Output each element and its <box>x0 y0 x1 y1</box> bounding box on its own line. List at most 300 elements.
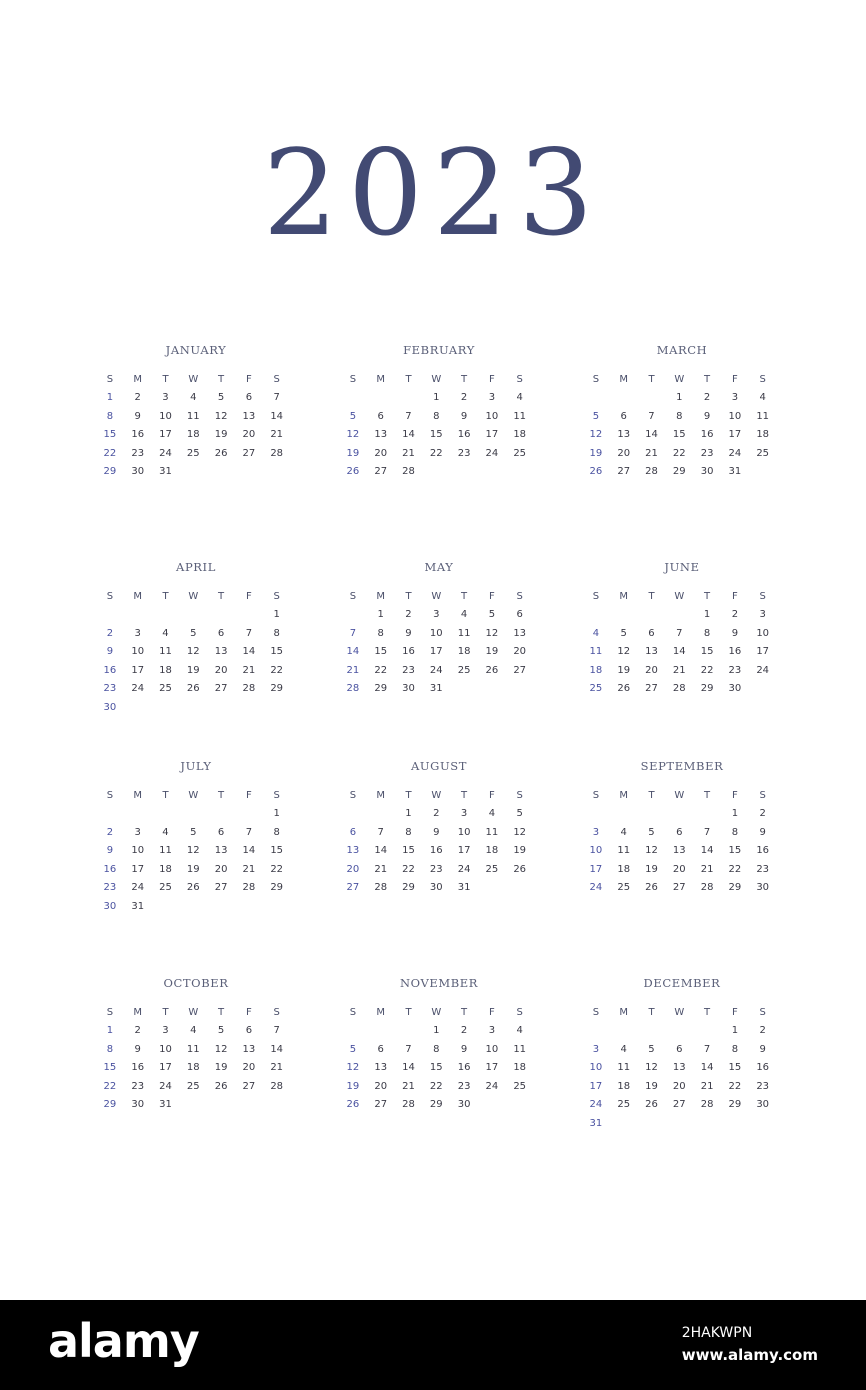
day-cell: 17 <box>131 863 145 875</box>
weekday-header: T <box>461 1007 468 1018</box>
weekday-header: M <box>133 591 143 602</box>
day-cell: 5 <box>648 1043 655 1055</box>
day-cell: 6 <box>245 1025 253 1036</box>
day-cell: 20 <box>242 429 256 440</box>
day-cell: 15 <box>270 845 284 856</box>
day-cell: 24 <box>756 664 770 676</box>
weekday-header: S <box>516 1007 523 1018</box>
day-cell: 21 <box>242 664 256 676</box>
day-grid <box>582 588 782 699</box>
day-cell: 25 <box>513 1080 527 1092</box>
day-cell: 13 <box>214 845 228 856</box>
day-cell: 23 <box>131 447 145 459</box>
day-cell: 19 <box>617 664 631 676</box>
day-cell: 10 <box>159 410 172 422</box>
weekday-header: T <box>405 790 412 801</box>
day-cell: 18 <box>513 429 527 440</box>
day-cell: 25 <box>617 1099 631 1110</box>
day-cell: 25 <box>159 683 172 694</box>
day-cell: 25 <box>589 683 603 694</box>
day-cell: 19 <box>589 447 603 459</box>
day-cell: 17 <box>159 429 172 440</box>
weekday-header: T <box>704 591 711 602</box>
day-cell: 12 <box>589 429 603 440</box>
day-cell: 7 <box>273 392 280 403</box>
day-cell: 16 <box>131 429 145 440</box>
day-cell: 25 <box>617 882 631 893</box>
weekday-header: T <box>218 1007 225 1018</box>
day-cell: 17 <box>589 863 603 875</box>
day-cell: 1 <box>405 808 412 819</box>
empty-cell <box>638 606 666 625</box>
day-cell: 6 <box>245 392 253 403</box>
day-cell: 15 <box>270 646 284 657</box>
day-cell: 7 <box>703 826 711 838</box>
empty-cell <box>665 1022 693 1041</box>
day-cell: 7 <box>349 627 357 639</box>
day-cell: 23 <box>700 447 714 459</box>
weekday-header: S <box>273 591 280 602</box>
day-cell: 10 <box>589 845 603 856</box>
weekday-header: M <box>376 374 386 385</box>
day-cell: 22 <box>402 863 415 875</box>
day-cell: 28 <box>402 466 415 477</box>
empty-cell <box>339 389 367 408</box>
month-name: JUNE <box>664 560 700 574</box>
weekday-header: T <box>405 374 412 385</box>
day-cell: 3 <box>731 392 739 403</box>
day-cell: 19 <box>214 1062 228 1073</box>
day-cell: 26 <box>346 1099 360 1110</box>
day-cell: 11 <box>513 1043 527 1055</box>
day-cell: 26 <box>214 1080 228 1092</box>
day-cell: 29 <box>270 683 284 694</box>
day-cell: 13 <box>374 429 388 440</box>
day-cell: 4 <box>162 627 169 639</box>
day-cell: 24 <box>485 1080 499 1092</box>
day-cell: 11 <box>457 627 471 639</box>
weekday-header: M <box>619 1007 629 1018</box>
day-cell: 24 <box>159 447 172 459</box>
day-cell: 10 <box>728 410 742 422</box>
weekday-header: T <box>405 591 412 602</box>
empty-cell <box>582 805 610 824</box>
weekday-header: T <box>162 1007 169 1018</box>
weekday-header: S <box>592 591 600 602</box>
empty-cell <box>610 606 638 625</box>
image-id: 2HAKWPN <box>681 1325 753 1341</box>
empty-cell <box>124 606 152 625</box>
day-cell: 25 <box>186 1080 200 1092</box>
weekday-header: S <box>273 1007 280 1018</box>
day-cell: 27 <box>242 1080 256 1092</box>
site-url: www.alamy.com <box>681 1346 818 1364</box>
weekday-header: W <box>188 1007 199 1018</box>
day-cell: 19 <box>214 429 228 440</box>
day-cell: 26 <box>214 447 228 459</box>
weekday-header: M <box>133 374 143 385</box>
day-cell: 26 <box>617 683 631 694</box>
day-cell: 22 <box>728 1080 742 1092</box>
weekday-header: M <box>133 790 143 801</box>
day-cell: 23 <box>103 882 117 893</box>
day-cell: 7 <box>703 1043 711 1055</box>
day-cell: 24 <box>159 1080 172 1092</box>
day-grid <box>339 588 539 699</box>
day-cell: 13 <box>242 1043 256 1055</box>
weekday-header: F <box>732 1007 738 1018</box>
day-cell: 27 <box>214 882 228 893</box>
day-cell: 14 <box>672 646 686 657</box>
day-cell: 1 <box>433 392 440 403</box>
day-cell: 21 <box>402 447 415 459</box>
day-cell: 3 <box>433 609 440 620</box>
day-cell: 9 <box>759 1043 766 1055</box>
day-cell: 18 <box>186 429 200 440</box>
weekday-header: S <box>273 374 280 385</box>
weekday-header: S <box>592 1007 600 1018</box>
day-cell: 16 <box>728 646 742 657</box>
weekday-header: S <box>759 790 766 801</box>
day-cell: 6 <box>377 1043 384 1055</box>
weekday-header: S <box>349 790 357 801</box>
weekday-header: T <box>405 1007 412 1018</box>
day-cell: 5 <box>620 627 627 639</box>
empty-cell <box>367 805 395 824</box>
day-cell: 29 <box>103 466 117 477</box>
weekday-header: T <box>704 790 711 801</box>
day-cell: 19 <box>346 447 360 459</box>
day-cell: 2 <box>759 1025 766 1036</box>
day-cell: 12 <box>485 627 499 639</box>
day-cell: 6 <box>217 627 225 639</box>
weekday-header: F <box>246 1007 252 1018</box>
day-grid <box>96 371 296 482</box>
day-cell: 14 <box>402 1062 415 1073</box>
day-cell: 31 <box>589 1117 603 1129</box>
day-cell: 26 <box>645 1099 658 1110</box>
day-cell: 1 <box>676 392 683 403</box>
day-cell: 27 <box>242 447 256 459</box>
day-cell: 5 <box>190 627 197 639</box>
day-cell: 16 <box>402 646 415 657</box>
day-cell: 27 <box>513 664 527 676</box>
day-cell: 7 <box>245 627 253 639</box>
weekday-header: T <box>461 790 468 801</box>
day-cell: 23 <box>429 863 443 875</box>
day-cell: 28 <box>645 466 658 477</box>
day-cell: 3 <box>488 392 496 403</box>
day-cell: 8 <box>106 410 114 422</box>
day-cell: 4 <box>620 826 627 838</box>
day-cell: 24 <box>131 882 145 893</box>
day-cell: 5 <box>349 410 357 422</box>
empty-cell <box>582 606 610 625</box>
empty-cell <box>235 805 263 824</box>
day-cell: 20 <box>672 1080 686 1092</box>
day-cell: 7 <box>245 826 253 838</box>
day-cell: 2 <box>460 392 468 403</box>
day-cell: 6 <box>648 627 655 639</box>
day-cell: 29 <box>728 1099 742 1110</box>
day-cell: 27 <box>374 466 388 477</box>
day-cell: 18 <box>589 664 603 676</box>
day-cell: 19 <box>186 664 200 676</box>
day-cell: 9 <box>460 1043 468 1055</box>
day-cell: 4 <box>516 1025 523 1036</box>
weekday-header: F <box>246 591 252 602</box>
day-cell: 15 <box>672 429 686 440</box>
month-name: AUGUST <box>410 759 468 773</box>
day-cell: 11 <box>186 1043 200 1055</box>
day-cell: 9 <box>703 410 711 422</box>
empty-cell <box>207 606 235 625</box>
day-cell: 23 <box>728 664 742 676</box>
day-grid <box>339 1004 539 1115</box>
day-cell: 24 <box>728 447 742 459</box>
month-december <box>582 975 782 1133</box>
weekday-header: W <box>188 591 199 602</box>
day-cell: 30 <box>728 683 742 694</box>
day-grid <box>582 1004 782 1133</box>
day-cell: 19 <box>186 863 200 875</box>
empty-cell <box>152 805 180 824</box>
year-title: 2023 <box>262 124 604 262</box>
day-cell: 18 <box>186 1062 200 1073</box>
empty-cell <box>665 805 693 824</box>
weekday-header: T <box>461 374 468 385</box>
weekday-header: M <box>376 1007 386 1018</box>
day-cell: 19 <box>513 845 527 856</box>
month-february <box>339 342 539 482</box>
day-cell: 10 <box>485 410 499 422</box>
day-cell: 1 <box>377 609 384 620</box>
day-cell: 23 <box>457 1080 471 1092</box>
day-cell: 30 <box>131 1099 145 1110</box>
weekday-header: M <box>376 790 386 801</box>
day-cell: 17 <box>728 429 742 440</box>
weekday-header: S <box>759 374 766 385</box>
day-cell: 28 <box>374 882 388 893</box>
day-cell: 14 <box>645 429 658 440</box>
weekday-header: M <box>376 591 386 602</box>
day-cell: 1 <box>731 808 739 819</box>
day-cell: 29 <box>402 882 415 893</box>
weekday-header: S <box>273 790 280 801</box>
day-cell: 16 <box>429 845 443 856</box>
day-cell: 27 <box>645 683 658 694</box>
day-cell: 12 <box>513 826 527 838</box>
day-cell: 22 <box>672 447 686 459</box>
weekday-header: F <box>489 790 495 801</box>
day-cell: 8 <box>433 1043 440 1055</box>
day-cell: 3 <box>592 1043 600 1055</box>
day-cell: 7 <box>676 627 683 639</box>
day-cell: 14 <box>270 410 284 422</box>
day-cell: 1 <box>273 808 280 819</box>
day-cell: 30 <box>756 882 770 893</box>
day-cell: 30 <box>103 900 117 912</box>
empty-cell <box>582 389 610 408</box>
day-cell: 8 <box>106 1043 114 1055</box>
day-cell: 20 <box>672 863 686 875</box>
day-cell: 13 <box>346 845 360 856</box>
day-cell: 24 <box>131 683 145 694</box>
day-cell: 28 <box>270 447 284 459</box>
day-cell: 11 <box>617 1062 631 1073</box>
day-cell: 13 <box>374 1062 388 1073</box>
day-cell: 23 <box>131 1080 145 1092</box>
day-grid <box>339 371 539 482</box>
day-grid <box>339 787 539 898</box>
weekday-header: S <box>349 1007 357 1018</box>
weekday-header: T <box>648 1007 655 1018</box>
day-cell: 31 <box>457 882 471 893</box>
day-cell: 19 <box>485 646 499 657</box>
day-cell: 4 <box>162 826 169 838</box>
day-cell: 12 <box>214 410 228 422</box>
day-cell: 29 <box>728 882 742 893</box>
empty-cell <box>693 1022 721 1041</box>
month-june <box>582 559 782 699</box>
day-cell: 18 <box>457 646 471 657</box>
day-cell: 17 <box>485 429 499 440</box>
weekday-header: S <box>106 1007 114 1018</box>
day-cell: 19 <box>645 863 658 875</box>
empty-cell <box>179 606 207 625</box>
empty-cell <box>638 805 666 824</box>
day-cell: 17 <box>131 664 145 676</box>
weekday-header: F <box>732 790 738 801</box>
day-cell: 22 <box>103 447 117 459</box>
weekday-header: T <box>218 591 225 602</box>
day-cell: 21 <box>700 1080 714 1092</box>
day-cell: 14 <box>346 646 360 657</box>
day-cell: 30 <box>402 683 415 694</box>
empty-cell <box>339 805 367 824</box>
weekday-header: W <box>674 591 685 602</box>
weekday-header: S <box>516 790 523 801</box>
day-cell: 12 <box>186 845 200 856</box>
day-cell: 22 <box>429 447 443 459</box>
weekday-header: W <box>188 374 199 385</box>
day-cell: 11 <box>485 826 499 838</box>
day-cell: 2 <box>405 609 412 620</box>
day-cell: 16 <box>457 429 471 440</box>
day-cell: 22 <box>270 664 284 676</box>
day-cell: 15 <box>103 429 117 440</box>
day-cell: 6 <box>349 826 357 838</box>
day-cell: 3 <box>460 808 468 819</box>
empty-cell <box>610 1022 638 1041</box>
day-cell: 15 <box>429 1062 443 1073</box>
day-cell: 21 <box>700 863 714 875</box>
day-cell: 13 <box>672 845 686 856</box>
weekday-header: F <box>246 374 252 385</box>
day-cell: 21 <box>374 863 388 875</box>
day-cell: 8 <box>377 627 384 639</box>
day-cell: 3 <box>759 609 766 620</box>
day-cell: 14 <box>700 845 714 856</box>
month-name: NOVEMBER <box>399 976 479 990</box>
day-cell: 15 <box>728 845 742 856</box>
day-cell: 8 <box>703 627 711 639</box>
day-cell: 5 <box>349 1043 357 1055</box>
empty-cell <box>610 389 638 408</box>
day-cell: 15 <box>429 429 443 440</box>
day-cell: 11 <box>756 410 770 422</box>
day-cell: 8 <box>731 826 739 838</box>
day-cell: 27 <box>672 1099 686 1110</box>
weekday-header: T <box>162 591 169 602</box>
day-cell: 2 <box>731 609 739 620</box>
day-cell: 18 <box>756 429 770 440</box>
empty-cell <box>638 1022 666 1041</box>
weekday-header: T <box>162 790 169 801</box>
day-cell: 25 <box>513 447 527 459</box>
day-cell: 23 <box>756 863 770 875</box>
day-cell: 23 <box>103 683 117 694</box>
weekday-header: M <box>619 790 629 801</box>
weekday-header: S <box>592 790 600 801</box>
day-cell: 16 <box>756 845 770 856</box>
day-cell: 22 <box>103 1080 117 1092</box>
weekday-header: M <box>619 591 629 602</box>
day-cell: 4 <box>759 392 766 403</box>
weekday-header: M <box>133 1007 143 1018</box>
day-cell: 27 <box>617 466 631 477</box>
day-cell: 31 <box>159 466 172 477</box>
day-cell: 20 <box>374 1080 388 1092</box>
empty-cell <box>152 606 180 625</box>
day-cell: 6 <box>676 826 683 838</box>
day-cell: 30 <box>103 701 117 713</box>
month-name: DECEMBER <box>643 976 721 990</box>
day-cell: 26 <box>645 882 658 893</box>
day-cell: 5 <box>190 826 197 838</box>
month-november <box>339 975 539 1115</box>
weekday-header: F <box>246 790 252 801</box>
day-cell: 4 <box>190 392 197 403</box>
day-cell: 31 <box>728 466 742 477</box>
day-cell: 7 <box>405 1043 412 1055</box>
day-grid <box>582 787 782 898</box>
day-cell: 2 <box>134 1025 141 1036</box>
weekday-header: W <box>674 1007 685 1018</box>
month-name: SEPTEMBER <box>640 759 724 773</box>
day-cell: 3 <box>488 1025 496 1036</box>
day-cell: 2 <box>703 392 711 403</box>
day-grid <box>96 588 296 717</box>
weekday-header: W <box>431 1007 442 1018</box>
day-cell: 16 <box>457 1062 471 1073</box>
day-cell: 7 <box>405 410 412 422</box>
day-cell: 5 <box>217 392 225 403</box>
day-cell: 1 <box>433 1025 440 1036</box>
day-cell: 18 <box>617 1080 631 1092</box>
day-cell: 2 <box>759 808 766 819</box>
day-cell: 12 <box>214 1043 228 1055</box>
day-cell: 23 <box>756 1080 770 1092</box>
day-grid <box>96 787 296 916</box>
day-cell: 9 <box>460 410 468 422</box>
day-cell: 20 <box>214 863 228 875</box>
month-may <box>339 559 539 699</box>
weekday-header: S <box>759 591 766 602</box>
day-cell: 28 <box>402 1099 415 1110</box>
day-cell: 24 <box>485 447 499 459</box>
weekday-header: W <box>674 374 685 385</box>
